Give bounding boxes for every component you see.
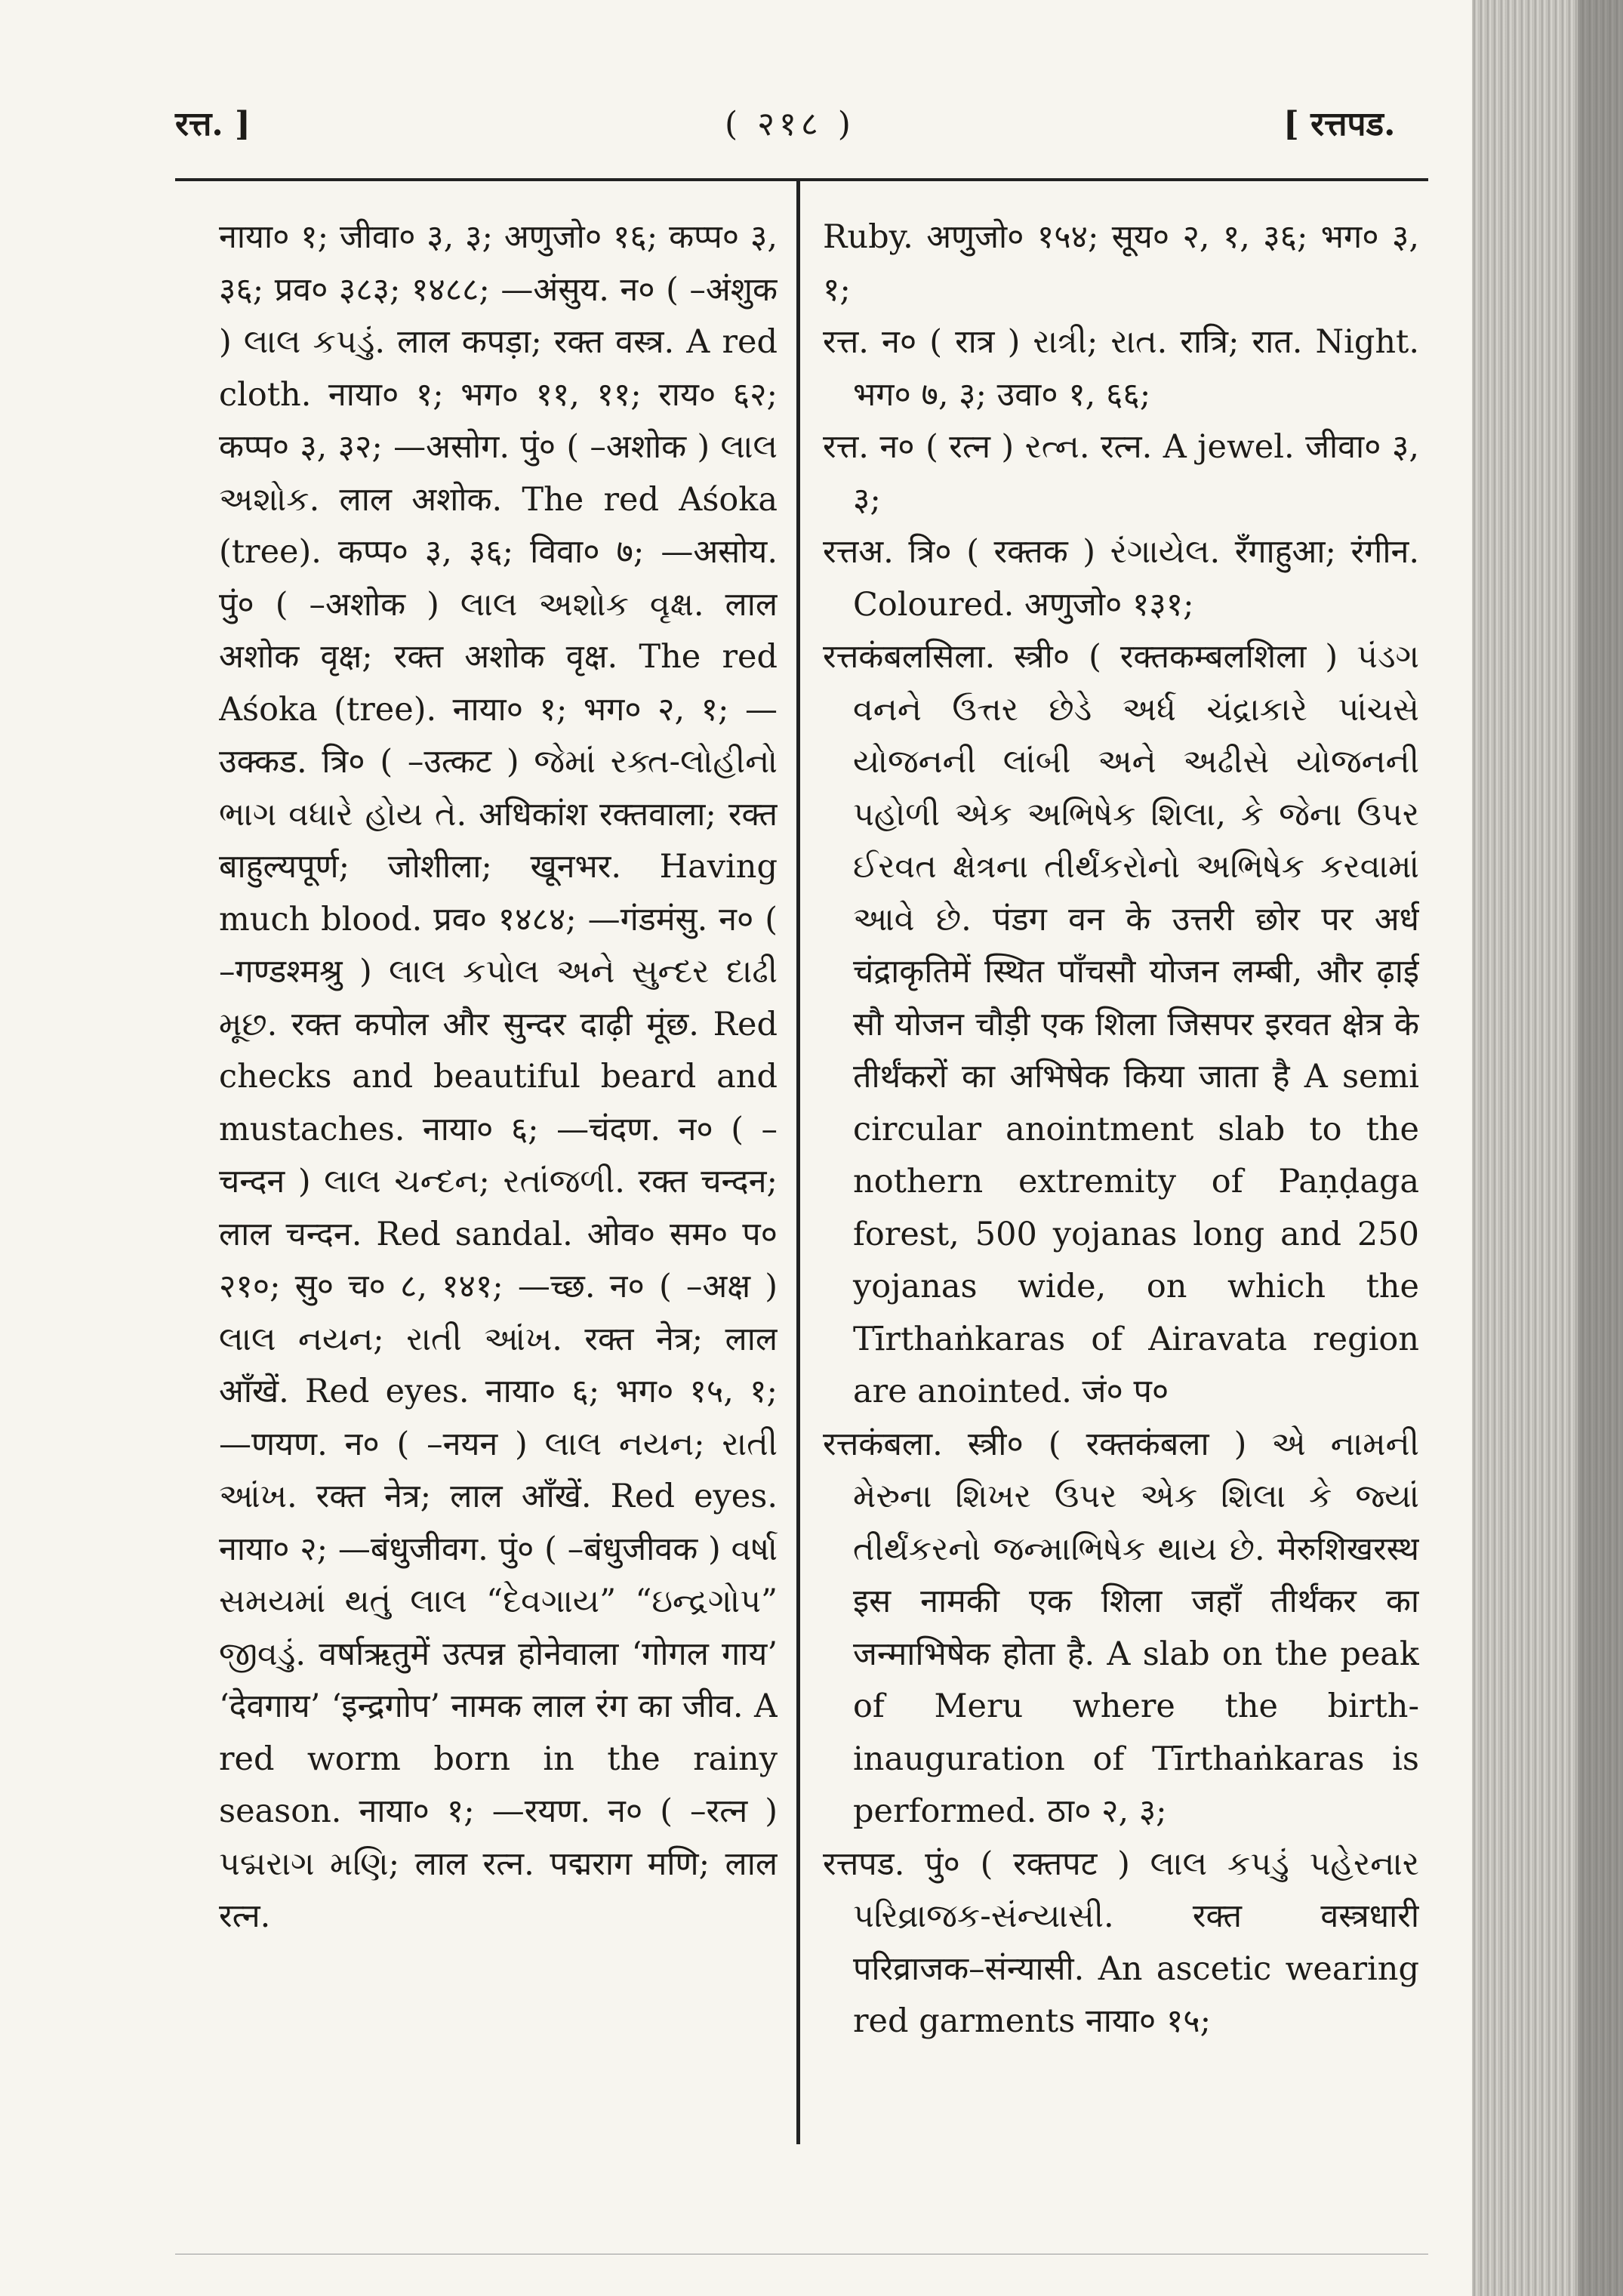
entry-continuation: नाया० १; जीवा० ३, ३; अणुजो० १६; कप्प० ३, ३६; प्रव० ३८३; १४८८; —अंसुय. न० ( –अंशुक ) લાલ કપડું. लाल कपड़ा; रक्त वस्त्र. A red cloth. नाया० १; भग० ११, ११; राय० ६२; कप्प० ३, ३२; —असोग. पुं० ( –अशोक ) લાલ અશોક. लाल अशोक. The red Aśoka (tree). कप्प० ३, ३६; विवा० ७; —असोय. पुं० ( –अशोक ) લાલ અશોક વૃક્ષ. लाल अशोक वृक्ष; रक्त अशोक वृक्ष. The red Aśoka (tree). नाया० १; भग० २, १; —उक्कड. त्रि० ( –उत्कट ) જેમાં રક્ત-લોહીનો ભાગ વધારે હોય તે. अधिकांश रक्तवाला; रक्त बाहुल्यपूर्ण; जोशीला; खूनभर. Having much blood. प्रव० १४८४; —गंडमंसु. न० ( –गण्डश्मश्रु ) લાલ કપોલ અને સુન્દર દાઢી મૂછ. रक्त कपोल और सुन्दर दाढ़ी मूंछ. Red checks and beautiful beard and mustaches. नाया० ६; —चंदण. न० ( –चन्दन ) લાલ ચન્દન; રતાંજળી. रक्त चन्दन; लाल चन्दन. Red sandal. ओव० सम० प० २१०; सु० च० ८, १४१; —च्छ. न० ( –अक्ष ) લાલ નયન; રાતી આંખ. रक्त नेत्र; लाल आँखें. Red eyes. नाया० ६; भग० १५, १; —णयण. न० ( –नयन ) લાલ નયન; રાતી આંખ. रक्त नेत्र; लाल आँखें. Red eyes. नाया० २; —बंधुजीवग. पुं० ( –बंधुजीवक ) વર્ષા સમયમાં થતું લાલ “દેવગાય” “ઇન્દ્રગોપ” જીવડું. वर्षाऋतुमें उत्पन्न होनेवाला ‘गोगल गाय’ ‘देवगाय’ ‘इन्द्रगोप’ नामक लाल रंग का जीव. A red worm born in the rainy season. नाया० १; —रयण. न० ( –रत्न ) પદ્મરાગ મણિ; लाल रत्न. पद्मराग मणि; लाल रत्न.: [219, 218, 778, 1935]
header-rule: [175, 178, 1428, 181]
entry-ratta-night: रत्त. न० ( रात्र ) રાત્રી; રાત. रात्रि; रात. Night. भग० ७, ३; उवा० १, ६६;: [823, 323, 1419, 414]
left-column: [219, 211, 778, 2235]
entry-rattakambala: रत्तकंबला. स्त्री० ( रक्तकंबला ) એ નામની મેરુના શિખર ઉપર એક શિલા કે જ્યાં તીર્થંકરનો જન્માભિષેક થાય છે. मेरुशिखरस्थ इस नामकी एक शिला जहाँ तीर्थंकर का जन्माभिषेक होता है. A slab on the peak of Meru where the birth-inauguration of Tīrthaṅkaras is performed. ठा० २, ३;: [823, 1425, 1419, 1830]
entry-continuation: Ruby. अणुजो० १५४; सूय० २, १, ३६; भग० ३, १;: [823, 218, 1419, 309]
header-right-guide-word: [ रत्तपड.: [1283, 105, 1396, 143]
page-edge-dark: [1578, 0, 1623, 2296]
entry-rattapada: रत्तपड. पुं० ( रक्तपट ) લાલ કપડું પહેરનાર પરિવ્રાજક-સંન્યાસી. रक्त वस्त्रधारी परिव्राजक–संन्यासी. An ascetic wearing red garments नाया० १५;: [823, 1845, 1419, 2040]
column-divider: [796, 181, 800, 2144]
right-column: [823, 211, 1419, 2235]
header-left-guide-word: रत्त. ]: [175, 105, 251, 143]
entry-ratta-jewel: रत्त. न० ( रत्न ) રત્ન. रत्न. A jewel. जीवा० ३, ३;: [823, 428, 1419, 519]
entry-rattaa: रत्तअ. त्रि० ( रक्तक ) રંગાયેલ. रँगाहुआ; रंगीन. Coloured. अणुजो० १३१;: [823, 533, 1419, 624]
entry-rattakambalasila: रत्तकंबलसिला. स्त्री० ( रक्तकम्बलशिला ) પંડગ વનને ઉત્તર છેડે અર્ધ ચંદ્રાકારે પાંચસે યોજનની લાંબી અને અઢીસે યોજનની પહોળી એક અભિષેક શિલા, કે જેના ઉપર ઈરવત ક્ષેત્રના તીર્થંકરોનો અભિષેક કરવામાં આવે છે. पंडग वन के उत्तरी छोर पर अर्ध चंद्राकृतिमें स्थित पाँचसौ योजन लम्बी, और ढ़ाई सौ योजन चौड़ी एक शिला जिसपर इरवत क्षेत्र के तीर्थंकरों का अभिषेक किया जाता है A semi circular anointment slab to the nothern extremity of Paṇḍaga forest, 500 yojanas long and 250 yojanas wide, on which the Tīrthaṅkaras of Airavata region are anointed. जं० प०: [823, 638, 1419, 1410]
header-page-number: ( २१८ ): [725, 105, 855, 143]
